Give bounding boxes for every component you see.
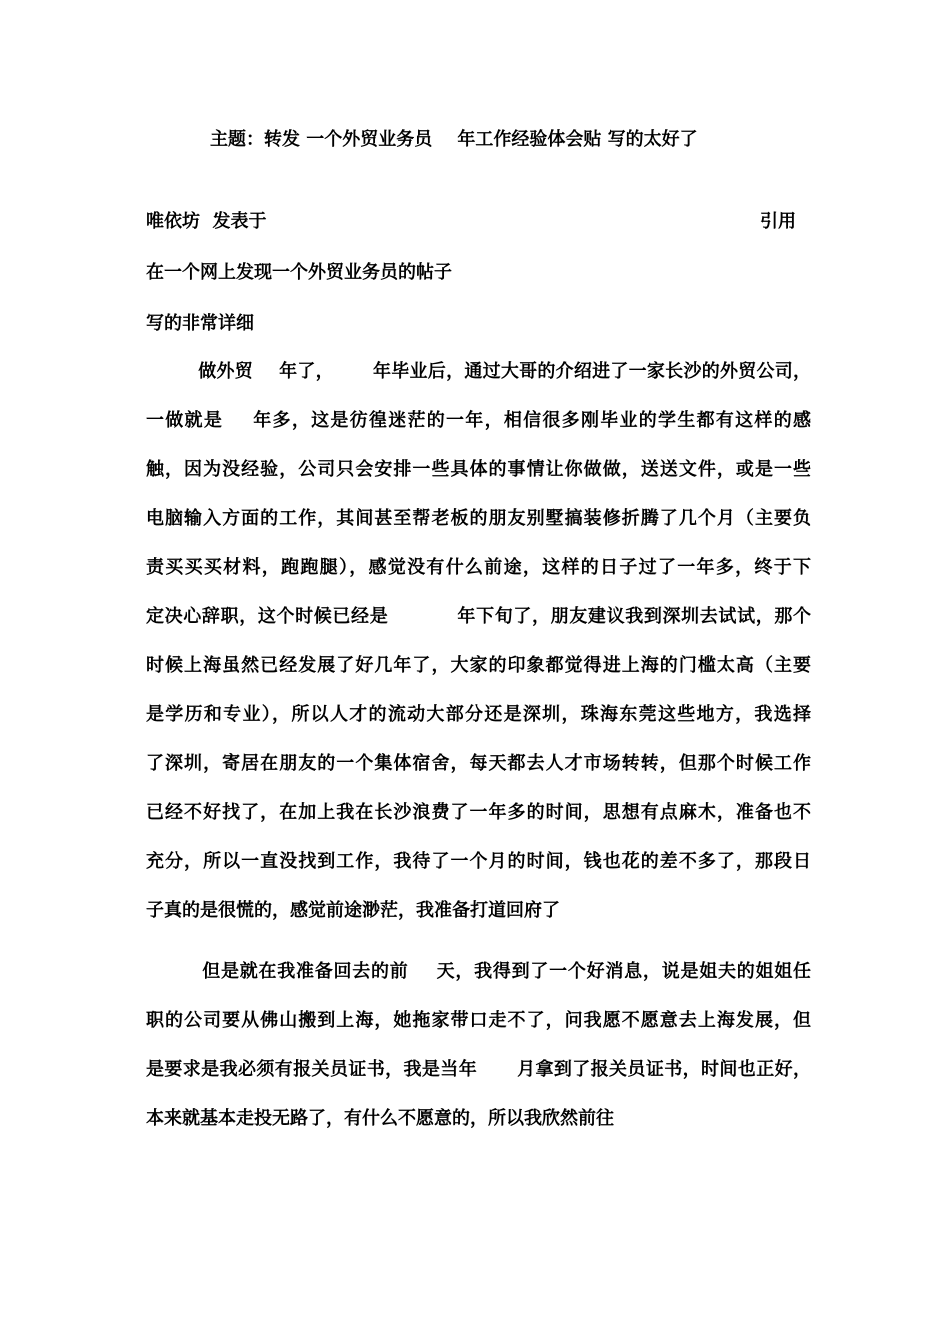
paragraph-line: 一做就是 年多，这是彷徨迷茫的一年，相信很多刚毕业的学生都有这样的感 — [146, 410, 811, 431]
paragraph-line: 但是就在我准备回去的前 天，我得到了一个好消息，说是姐夫的姐姐任 — [146, 961, 811, 982]
paragraph-line: 本来就基本走投无路了，有什么不愿意的，所以我欣然前往 — [146, 1108, 614, 1129]
body-paragraph — [146, 360, 811, 948]
post-title: 主题：转发 一个外贸业务员 年工作经验体会贴 写的太好了 — [210, 129, 698, 150]
paragraph-line: 责买买买材料，跑跑腿），感觉没有什么前途，这样的日子过了一年多，终于下 — [146, 557, 811, 578]
paragraph-line: 充分，所以一直没找到工作，我待了一个月的时间，钱也花的差不多了，那段日 — [146, 851, 811, 872]
paragraph-line: 了深圳，寄居在朋友的一个集体宿舍，每天都去人才市场转转，但那个时候工作 — [146, 753, 811, 774]
paragraph-line: 已经不好找了，在加上我在长沙浪费了一年多的时间，思想有点麻木，准备也不 — [146, 802, 811, 823]
quote-link[interactable]: 引用 — [760, 211, 796, 232]
paragraph-line: 定决心辞职，这个时候已经是 年下旬了，朋友建议我到深圳去试试，那个 — [146, 606, 811, 627]
intro-line: 写的非常详细 — [146, 313, 254, 334]
paragraph-line: 做外贸 年了， 年毕业后，通过大哥的介绍进了一家长沙的外贸公司， — [146, 361, 811, 382]
paragraph-line: 是学历和专业），所以人才的流动大部分还是深圳，珠海东莞这些地方，我选择 — [146, 704, 811, 725]
paragraph-line: 职的公司要从佛山搬到上海，她拖家带口走不了，问我愿不愿意去上海发展，但 — [146, 1010, 811, 1031]
author-line: 唯依坊 发表于 — [146, 211, 267, 232]
body-paragraph — [146, 960, 811, 1156]
paragraph-line: 时候上海虽然已经发展了好几年了，大家的印象都觉得进上海的门槛太高（主要 — [146, 655, 811, 676]
paragraph-line: 触，因为没经验，公司只会安排一些具体的事情让你做做，送送文件，或是一些 — [146, 459, 811, 480]
intro-line: 在一个网上发现一个外贸业务员的帖子 — [146, 262, 452, 283]
paragraph-line: 是要求是我必须有报关员证书，我是当年 月拿到了报关员证书，时间也正好， — [146, 1059, 811, 1080]
paragraph-line: 子真的是很慌的，感觉前途渺茫，我准备打道回府了 — [146, 900, 560, 921]
paragraph-line: 电脑输入方面的工作，其间甚至帮老板的朋友别墅搞装修折腾了几个月（主要负 — [146, 508, 811, 529]
